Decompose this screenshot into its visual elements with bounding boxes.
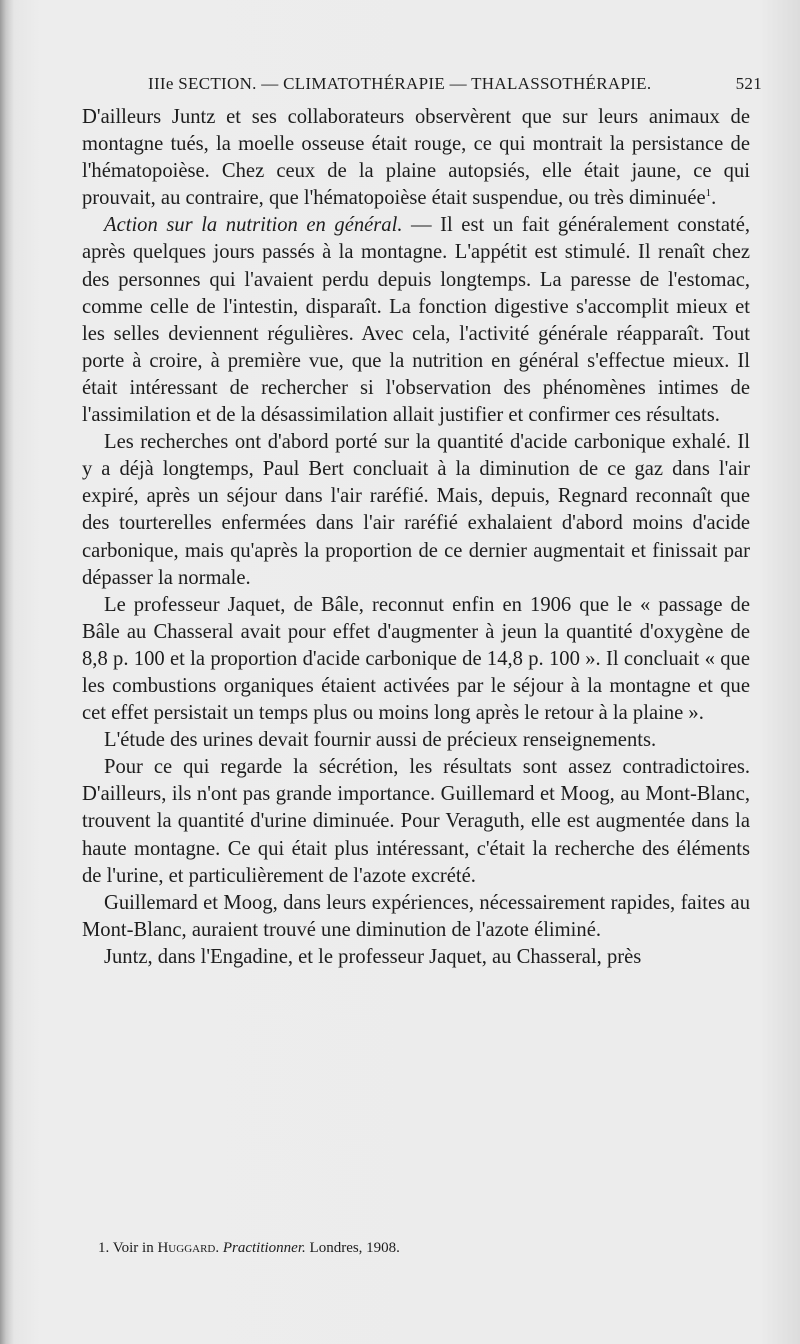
footnote-ref: 1 — [705, 187, 712, 200]
paragraph-6: Pour ce qui regarde la sécrétion, les résultats sont assez contradictoires. D'ailleurs, ils n'ont pas grande importance. Guillemard et Moog, au Mont-Blanc, trouvent la quantité d'urine diminuée. Pour Veraguth, elle est augmentée dans la haute montagne. Ce qui était plus intéressant, c'était la recherche des éléments de l'urine, et particulièrement de l'azote excrété. — [82, 756, 750, 887]
paragraph-1 — [82, 104, 750, 212]
paragraph-5: L'étude des urines devait fournir aussi de précieux renseignements. — [104, 729, 657, 752]
footnote-author: Huggard. — [157, 1240, 220, 1256]
paragraph-2 — [82, 212, 750, 429]
paragraph-4: Le professeur Jaquet, de Bâle, reconnut enfin en 1906 que le « passage de Bâle au Chasseral avait pour effet d'augmenter à jeun la quantité d'oxygène de 8,8 p. 100 et la proportion d'acide carbonique de 14,8 p. 100 ». Il concluait « que les combustions organiques étaient activées par le séjour à la montagne et que cet effet persistait un temps plus ou moins long après le retour à la plaine ». — [82, 593, 750, 725]
section-heading: Action sur la nutrition en général. — [104, 214, 403, 237]
running-title: IIIe SECTION. — CLIMATOTHÉRAPIE — THALASSOTHÉRAPIE. — [148, 74, 652, 93]
paragraph-7: Guillemard et Moog, dans leurs expériences, nécessairement rapides, faites au Mont-Blanc, auraient trouvé une diminution de l'azote éliminé. — [82, 891, 750, 941]
page-number: 521 — [735, 74, 762, 93]
paragraph-1-end: . — [711, 187, 717, 210]
footnote-work: Practitionner. — [222, 1240, 306, 1256]
paragraph-3: Les recherches ont d'abord porté sur la quantité d'acide carbonique exhalé. Il y a déjà longtemps, Paul Bert concluait à la diminution de ce gaz dans l'air expiré, après un séjour dans l'air raréfié. Mais, depuis, Regnard reconnaît que des tourterelles enfermées dans l'air raréfié exhalaient d'abord moins d'acide carbonique, mais qu'après la proportion de ce dernier augmentait et finissait par dépasser la normale. — [82, 431, 750, 589]
paragraph-2-text: — Il est un fait généralement constaté, après quelques jours passés à la montagne. L'appétit est stimulé. Il renaît chez des personnes qui l'avaient perdu depuis longtemps. La paresse de l'estomac, comme celle de l'intestin, disparaît. La fonction digestive s'accomplit mieux et les selles deviennent régulières. Avec cela, l'activité générale réapparaît. Tout porte à croire, à première vue, que la nutrition en général s'effectue mieux. Il était intéressant de rechercher si l'observation des phénomènes intimes de l'assimilation et de la désassimilation allait justifier et confirmer ces résultats. — [82, 214, 750, 427]
footnote — [98, 1238, 738, 1258]
footnote-prefix: Voir in — [112, 1240, 154, 1256]
paragraph-8: Juntz, dans l'Engadine, et le professeur Jaquet, au Chasseral, près — [104, 945, 642, 968]
body-text — [82, 104, 750, 971]
footnote-number: 1. — [98, 1240, 110, 1256]
paragraph-1-text: D'ailleurs Juntz et ses collaborateurs observèrent que sur leurs animaux de montagne tués, la moelle osseuse était rouge, ce qui montrait la persistance de l'hématopoièse. Chez ceux de la plaine autopsiés, elle était jaune, ce qui prouvait, au contraire, que l'hématopoièse était suspendue, ou très diminuée — [82, 106, 750, 210]
running-header — [148, 74, 762, 102]
footnote-place-year: Londres, 1908. — [309, 1240, 400, 1256]
